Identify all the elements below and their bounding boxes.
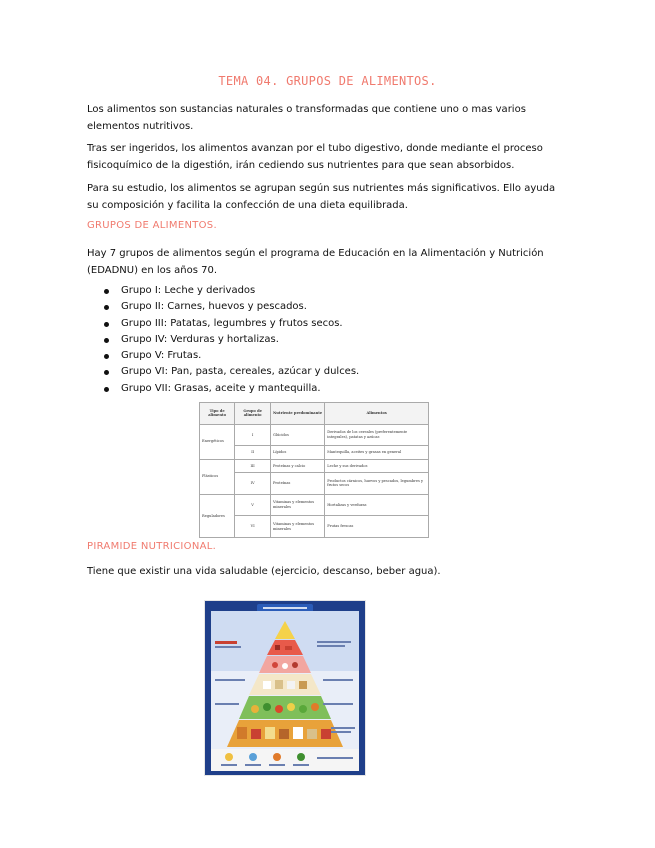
food-table-image: [199, 402, 429, 538]
table-cell: Vitaminas y elementos minerales: [271, 494, 325, 516]
groups-intro-paragraph: Hay 7 grupos de alimentos según el programa de Educación en la Alimentación y Nutrición (EDADNU) en los años 70.: [87, 248, 544, 276]
study-paragraph: Para su estudio, los alimentos se agrupan según sus nutrientes más significativos. Ello ayuda su composición y facilita la confección de una dieta equilibrada.: [87, 183, 556, 211]
list-item: Grupo I: Leche y derivados: [87, 283, 487, 299]
table-cell-type: Energéticos: [200, 424, 235, 459]
table-cell: IV: [235, 473, 271, 495]
intro-paragraph: Los alimentos son sustancias naturales o transformadas que contiene uno o mas varios elementos nutritivos.: [87, 104, 526, 132]
list-item: Grupo II: Carnes, huevos y pescados.: [87, 299, 487, 315]
table-cell: Lípidos: [271, 446, 325, 459]
table-cell: Hortalizas y verduras: [325, 494, 429, 516]
table-header: Alimentos: [325, 403, 429, 425]
list-item: Grupo VI: Pan, pasta, cereales, azúcar y dulces.: [87, 364, 487, 380]
groups-heading: GRUPOS DE ALIMENTOS.: [87, 220, 217, 231]
list-item: Grupo VII: Grasas, aceite y mantequilla.: [87, 381, 487, 397]
food-pyramid-image: [204, 600, 366, 776]
table-header: Grupo de alimento: [235, 403, 271, 425]
table-cell: Proteínas: [271, 473, 325, 495]
table-header: Nutriente predominante: [271, 403, 325, 425]
table-cell: Mantequilla, aceites y grasas en general: [325, 446, 429, 459]
table-cell: Vitaminas y elementos minerales: [271, 516, 325, 538]
table-cell: V: [235, 494, 271, 516]
table-cell: Glúcidos: [271, 424, 325, 446]
table-cell: Derivados de los cereales (preferentemente integrales), patatas y azúcar.: [325, 424, 429, 446]
pyramid-heading: PIRAMIDE NUTRICIONAL.: [87, 541, 217, 552]
list-item: Grupo IV: Verduras y hortalizas.: [87, 332, 487, 348]
table-cell: II: [235, 446, 271, 459]
table-cell: I: [235, 424, 271, 446]
group-list: [87, 283, 487, 397]
table-header: Tipo de alimento: [200, 403, 235, 425]
healthy-life-paragraph: Tiene que existir una vida saludable (ejercicio, descanso, beber agua).: [87, 566, 441, 577]
table-cell: VI: [235, 516, 271, 538]
food-table: [199, 402, 429, 538]
table-cell-type: Reguladores: [200, 494, 235, 537]
list-item: Grupo III: Patatas, legumbres y frutos secos.: [87, 316, 487, 332]
table-cell: Leche y sus derivados: [325, 459, 429, 472]
digestion-paragraph: Tras ser ingeridos, los alimentos avanzan por el tubo digestivo, donde mediante el proceso fisicoquímico de la digestión, irán cediendo sus nutrientes para que sean absorbidos.: [87, 143, 543, 171]
table-cell: Productos cárnicos, huevos y pescados, legumbres y frutos secos: [325, 473, 429, 495]
table-cell: Proteínas y calcio: [271, 459, 325, 472]
list-item: Grupo V: Frutas.: [87, 348, 487, 364]
table-cell: III: [235, 459, 271, 472]
page-title: TEMA 04. GRUPOS DE ALIMENTOS.: [218, 74, 437, 88]
table-cell-type: Plásticos: [200, 459, 235, 494]
table-cell: Frutas frescas: [325, 516, 429, 538]
